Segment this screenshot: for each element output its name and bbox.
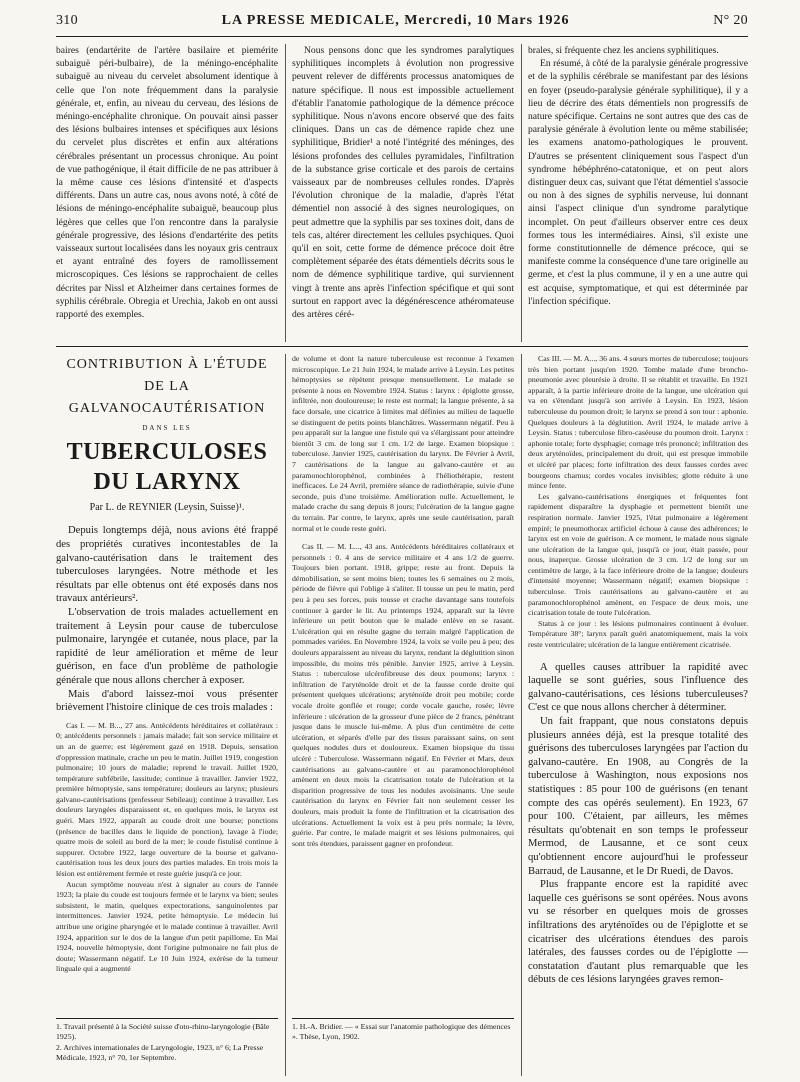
footnote: 1. Travail présenté à la Société suisse d'oto-rhino-laryngologie (Bâle 1925). (56, 1022, 270, 1042)
title-line-2: DE LA GALVANOCAUTÉRISATION (68, 379, 266, 416)
case-paragraph: Cas I. — M. B..., 27 ans. Antécédents héréditaires et collatéraux : 0; antécédents personnels : jamais malade; fait son service militaire et un an de guerre; est légèrement gazé en 1918. Depuis, sensation d'oppression matinale, crache un peu le matin. Juillet 1919, congestion pulmonaire; 10 jours de maladie; reprend le travail. Juillet 1920, température subfébrile, lassitude; continue à travailler. Janvier 1922, première hémoptysie, sans température; douleurs au larynx; plusieurs galvano-cautérisations (professeur Sebileau); continue à travailler. Les douleurs laryngées disparaissent et, en quelques mois, le larynx est guéri. Mars 1922, apparaît au coude droit une bourse; ponctions (présence de bacilles dans le liquide de ponction), lavage à l'iode; quatre mois de soleil au bord de la mer; le coude fistulisé continue à suppurer. Octobre 1922, large ouverture de la bourse et galvano-cautérisation tous les deux jours des parties malades. En trois mois la lésion est entièrement fermée et reste guérie jusqu'à ce jour. (56, 720, 278, 879)
paragraph: Nous pensons donc que les syndromes paralytiques syphilitiques incomplets à évolution non progressive peuvent relever de différents processus anatomiques de nature spécifique. Il nous est impossible actuellement d'établir l'anatomie pathologique de la démence précoce syphilitique. Nous n'avons encore observé que des faits cliniques. Dans un cas de démence rapide chez une syphilitique, Bridier¹ a noté l'intégrité des méninges, des lésions profondes des cellules pyramidales, l'infiltration de la substance grise corticale et des parois de certains vaisseaux par de nombreuses cellules rondes. D'après l'évolution chronique de la maladie, d'après l'état démentiel non associé à des signes neurologiques, on peut admettre que la syphilis par ses toxines doit, dans de tels cas, altérer directement les cellules psychiques. Quoi qu'il en soit, cette forme de démence précoce doit être complètement séparée des états démentiels décrits sous le nom de démence syphilitique tardive, qui surviennent vingt à trente ans après l'infection spécifique et qui sont surtout en rapport avec la dégénérescence athéromateuse des artères céré- (292, 45, 514, 321)
case-paragraph: Les galvano-cautérisations énergiques et fréquentes font rapidement disparaître la dysphagie et permettent bientôt une respiration normale. Janvier 1925, l'état pulmonaire a légèrement empiré; le pneumothorax artificiel échoue à cause des adhérences; le larynx est en voie de guérison. A ce moment, le malade nous signale une ulcération de la langue qui, jusqu'à ce jour, était passée, pour nous, inaperçue. Grosse ulcération de 3 cm. 1/2 de long sur un centimètre de large, à la face inférieure droite de la langue; douleurs d'intensité moyenne; Wassermann négatif; examen biopsique : tuberculose. Trois cautérisations au galvano-cautère et au paramonochlorophénol amènent, en l'espace de deux mois, une cicatrisation totale de toute l'ulcération. (528, 491, 748, 618)
title-line-1: CONTRIBUTION À L'ÉTUDE (66, 357, 268, 372)
footnote: 2. Archives internationales de Laryngologie, 1923, n° 6; La Presse Médicale, 1923, n° 70, 1er Septembre. (56, 1042, 264, 1063)
paragraph: Un fait frappant, que nous constatons depuis plusieurs années déjà, est la presque totalité des guérisons des tuberculoses laryngées par l'action du galvano-cautère. En 1908, au Congrès de la tuberculose à Washington, nous exposions nos statistiques : 85 pour 100 de guérisons (en tenant compte des cas opérés seulement). En 1923, 67 pour 100. C'étaient, par ailleurs, les mêmes résultats qu'obtenait en son temps le professeur Mermod, de Lausanne, et ce sont ceux qu'obtiennent encore aujourd'hui le professeur Barraud, de Lausanne, et le Dr Ruedi, de Davos. (528, 716, 748, 877)
paragraph: En résumé, à côté de la paralysie générale progressive et de la syphilis cérébrale se manifestant par des lésions en foyer (pseudo-paralysie générale syphilitique), il y a lieu de décrire des états démentiels non progressifs de nature spécifique. Certains ne sont autres que des cas de paralysie générale à évolution lente ou même stabilisée; les examens anatomo-pathologiques le prouvent. D'autres se présentent cliniquement sous l'aspect d'un syndrome hébéphréno-catatonique, et on peut alors distinguer deux cas, suivant que l'état démentiel s'associe ou non à des signes de syphilis nerveuse, lui donnant ainsi l'aspect clinique d'un syndrome paralytique incomplet. On peut d'ailleurs observer entre ces deux formes tous les intermédiaires. Ainsi, s'il existe une forme constitutionnelle de démence précoce, qui se manifeste comme la conséquence d'une tare originelle au germe, et c'est la plus commune, il y en a une autre qui est acquise, symptomatique, et qui est déterminée par l'infection spécifique. (528, 58, 748, 307)
article-author: Par L. de REYNIER (Leysin, Suisse)¹. (89, 502, 245, 514)
paragraph: A quelles causes attribuer la rapidité avec laquelle se sont guéries, sous l'influence des galvano-cautérisations, ces lésions tuberculeuses? C'est ce que nous allons chercher à déterminer. (528, 661, 748, 714)
top-column-3 (528, 44, 748, 344)
footnotes-middle (292, 1022, 514, 1043)
case-paragraph: Aucun symptôme nouveau n'est à signaler au cours de l'année 1923; la plaie du coude est toujours fermée et le larynx va bien; seules subsistent, le matin, quelques expectorations, sanguinolentes par intermittences. Janvier 1924, petite hémoptysie. Le médecin lui attribue une origine pharyngée et le malade continue à travailler. Avril 1924, apparition sur le dos de la langue d'un petit papillome. En Mai 1924, nouvelle hémoptysie, dont l'origine pulmonaire ne fait plus de doute; Wassermann négatif. Le 10 Juin 1924, exérèse de la tumeur linguale qui a augmenté (56, 879, 278, 974)
article-column-1 (56, 354, 278, 1014)
column-divider (521, 354, 522, 1076)
paragraph: Plus frappante encore est la rapidité avec laquelle ces guérisons se sont opérées. Nous avons vu se résorber en quelques mois de grosses infiltrations des aryténoïdes ou de l'épiglotte et se cicatriser des ulcérations étendues des parois latérales, des fausses cordes ou de l'épiglotte — constatation d'autant plus remarquable que les débuts de ces lésions laryngées graves remon- (528, 879, 748, 986)
header-rule (56, 36, 748, 37)
footnote-rule (292, 1018, 514, 1019)
page-number: 310 (56, 13, 78, 28)
paragraph: baires (endartérite de l'artère basilaire et piemérite subaiguë péri-bulbaire), de la méningo-encéphalite subaiguë au niveau du cervelet absolument identique à celle que l'on note fréquemment dans la paralysie générale, et, enfin, au niveau du cerveau, des lésions de méningo-encéphalite chronique. On pouvait ainsi passer des lésions bulbaires intenses et spécifiques aux lésions du cervelet plus discrètes et enfin aux altérations cérébrales présentant un processus chronique. Au point de vue pathogénique, il était difficile de ne pas attribuer à la même cause ces lésions d'intensité et d'aspects différents. Dans un autre cas, nous avons noté, à côté de lésions de méningo-encéphalite subaiguë, beaucoup plus légères que celles que l'on rencontre dans la paralysie générale progressive, des lésions d'endartérite des petits vaisseaux surtout localisées dans les noyaux gris centraux et ayant entraîné des foyers de ramollissement microscopiques. Ces lésions se rapprochaient de celles décrites par Nissl et Alzheimer dans certaines formes de syphilis cérébrale. Obregia et Urechia, Jakob en ont aussi rapporté des exemples. (56, 45, 278, 321)
title-line-3: DANS LES (142, 424, 192, 432)
footnote: 1. H.-A. Bridier. — « Essai sur l'anatomie pathologique des démences ». Thèse, Lyon, 1902. (292, 1022, 511, 1042)
article-main-title: TUBERCULOSES DU LARYNX (66, 439, 268, 496)
paragraph: Mais d'abord laissez-moi vous présenter brièvement l'histoire clinique de ces trois malades : (56, 688, 278, 714)
article-heading (56, 354, 278, 514)
case-paragraph: de volume et dont la nature tuberculeuse est reconnue à l'examen microscopique. Le 21 Juin 1924, le malade arrive à Leysin. Les petites hémoptysies se répètent presque mensuellement. Le malade se présente à nous en Novembre 1924. Status : larynx : épiglotte grosse, infiltrée, non douloureuse; le reste est normal; la langue présente, à sa face dorsale, une cicatrice à limites mal définies au milieu de laquelle se distinguent de petits points blanchâtres. Wassermann négatif. Peu à peu apparaît sur la langue une fistule qui va s'élargissant pour atteindre bientôt 3 cm. de long sur 1 cm. 1/2 de large. Examen biopsique : tuberculose. Janvier 1925, cautérisation du larynx. De Février à Avril, 7 cautérisations de la langue au galvano-cautère et au paramonochlorophénol, combinées à l'héliothérapie, restent inefficaces. Le 24 Avril, première séance de radiothérapie, suivie d'une seconde, puis d'une troisième. Amélioration nulle. Actuellement, le malade crache du sang depuis 8 jours; l'ulcération de la langue gagne du terrain. Par contre, le larynx, après une seule cautérisation, paraît normal et le coude reste guéri. (292, 354, 514, 533)
column-divider (521, 44, 522, 342)
case-paragraph: Cas II. — M. L..., 43 ans. Antécédents héréditaires collatéraux et personnels : 0. 4 ans de service militaire et 4 ans 1/2 de guerre. Toujours bien portant. 1918, grippe; reste au front. Depuis la démobilisation, se sent moins bien; toutes les 6 semaines ou 2 mois, période de fièvre qui l'oblige à s'aliter. Il tousse un peu le matin, perd peu à peu ses forces, puis tousse et crache davantage sans toutefois continuer à garder le lit. Au printemps 1924, apparaît sur la lèvre inférieure un petit bouton que le malade enlève en se rasant. L'ulcération qui en résulte gagne du terrain malgré l'application de pommades variées. En Novembre 1924, la voix se voile peu à peu; des douleurs apparaissent au niveau du larynx, rendant la déglutition sinon impossible, du moins très pénible. Janvier 1925, arrive à Leysin. Status : tuberculose ulcérofibreuse des deux poumons; larynx : infiltration de l'aryténoïde droit et de la fausse corde droite qui présentent quelques ulcérations; aryténoïde droit peu mobile; corde vocale droite gonflée et rouge; corde vocale gauche, rosée; lèvre inférieure : ulcération de la grosseur d'une pièce de 2 francs, pénétrant jusque dans le muscle lui-même. A plus d'un centimètre de cette ulcération, et séparés d'elle par des tissus paraissant sains, on sent quelques nodules durs et douloureux. Examen biopsique du tissu ulcéré : Tuberculose. Wassermann négatif. En Février et Mars, deux cautérisations au galvano-cautère et au paramonochlorophénol amènent en deux mois la cicatrisation totale de l'ulcération et la disparition progressive de tous les nodules avoisinants. Une seule cautérisation du larynx en Février fait non seulement cesser les douleurs, mais produit la fonte de l'infiltration et la cicatrisation des ulcérations. Actuellement la voix est à peu près normale; la lèvre, guérie. Par contre, le malade maigrit et ses lésions pulmonaires, qui sont très étendues, paraissent gagner en profondeur. (292, 542, 514, 848)
case-paragraph: Status à ce jour : les lésions pulmonaires continuent à évoluer. Température 38°; larynx paraît guéri anatomiquement, mais la voix reste ventriculaire; ulcération de la langue entièrement cicatrisée. (528, 618, 748, 650)
section-rule (56, 346, 748, 347)
paragraph: brales, si fréquente chez les anciens syphilitiques. (528, 45, 719, 56)
footnotes-left (56, 1022, 278, 1064)
paragraph: Depuis longtemps déjà, nous avions été frappé des propriétés curatives incontestables de la galvano-cautérisation dans le traitement des tuberculoses laryngées. Notre méthode et les résultats par elle obtenus ont été exposés dans nos travaux antérieurs². (56, 525, 278, 605)
footnote-rule (56, 1018, 278, 1019)
journal-title: LA PRESSE MEDICALE, Mercredi, 10 Mars 1926 (221, 13, 570, 28)
page-header (56, 8, 748, 34)
top-column-2 (292, 44, 514, 344)
column-divider (285, 354, 286, 1076)
issue-number: N° 20 (713, 13, 748, 28)
paragraph: L'observation de trois malades actuellement en traitement à Leysin pour cause de tuberculose pulmonaire, laryngée et cutanée, nous place, par la rapidité de leur amélioration et même de leur guérison, en face d'un problème de pathologie générale que nous allons chercher à exposer. (56, 606, 278, 686)
article-column-2 (292, 354, 514, 1014)
top-column-1 (56, 44, 278, 344)
column-divider (285, 44, 286, 342)
article-column-3 (528, 354, 748, 1076)
case-paragraph: Cas III. — M. A..., 36 ans. 4 sœurs mortes de tuberculose; toujours très bien portant jusqu'en 1920. Tombe malade d'une broncho-pneumonie avec pleurésie à droite. Il se rétablit et travaille. En 1921 apparaît, à la partie inférieure droite de la langue, une ulcération qui va en s'étendant jusqu'à son arrivée à Leysin. En 1923, lésion tuberculeuse du poumon droit; le larynx se prend à son tour : aphonie. Quelques douleurs à la déglutition. Avril 1924, le malade arrive à Leysin. Status : tuberculose fibro-caséeuse du poumon droit. Larynx : aphonie totale; forte dysphagie; cornage très prononcé; infiltration des deux aryténoïdes, principalement du droit, qui est presque immobile et ulcéré par places; forte infiltration des deux fausses cordes avec bourgeons charnus; cordes vocales invisibles; glotte réduite à une mince fente. (528, 354, 748, 491)
